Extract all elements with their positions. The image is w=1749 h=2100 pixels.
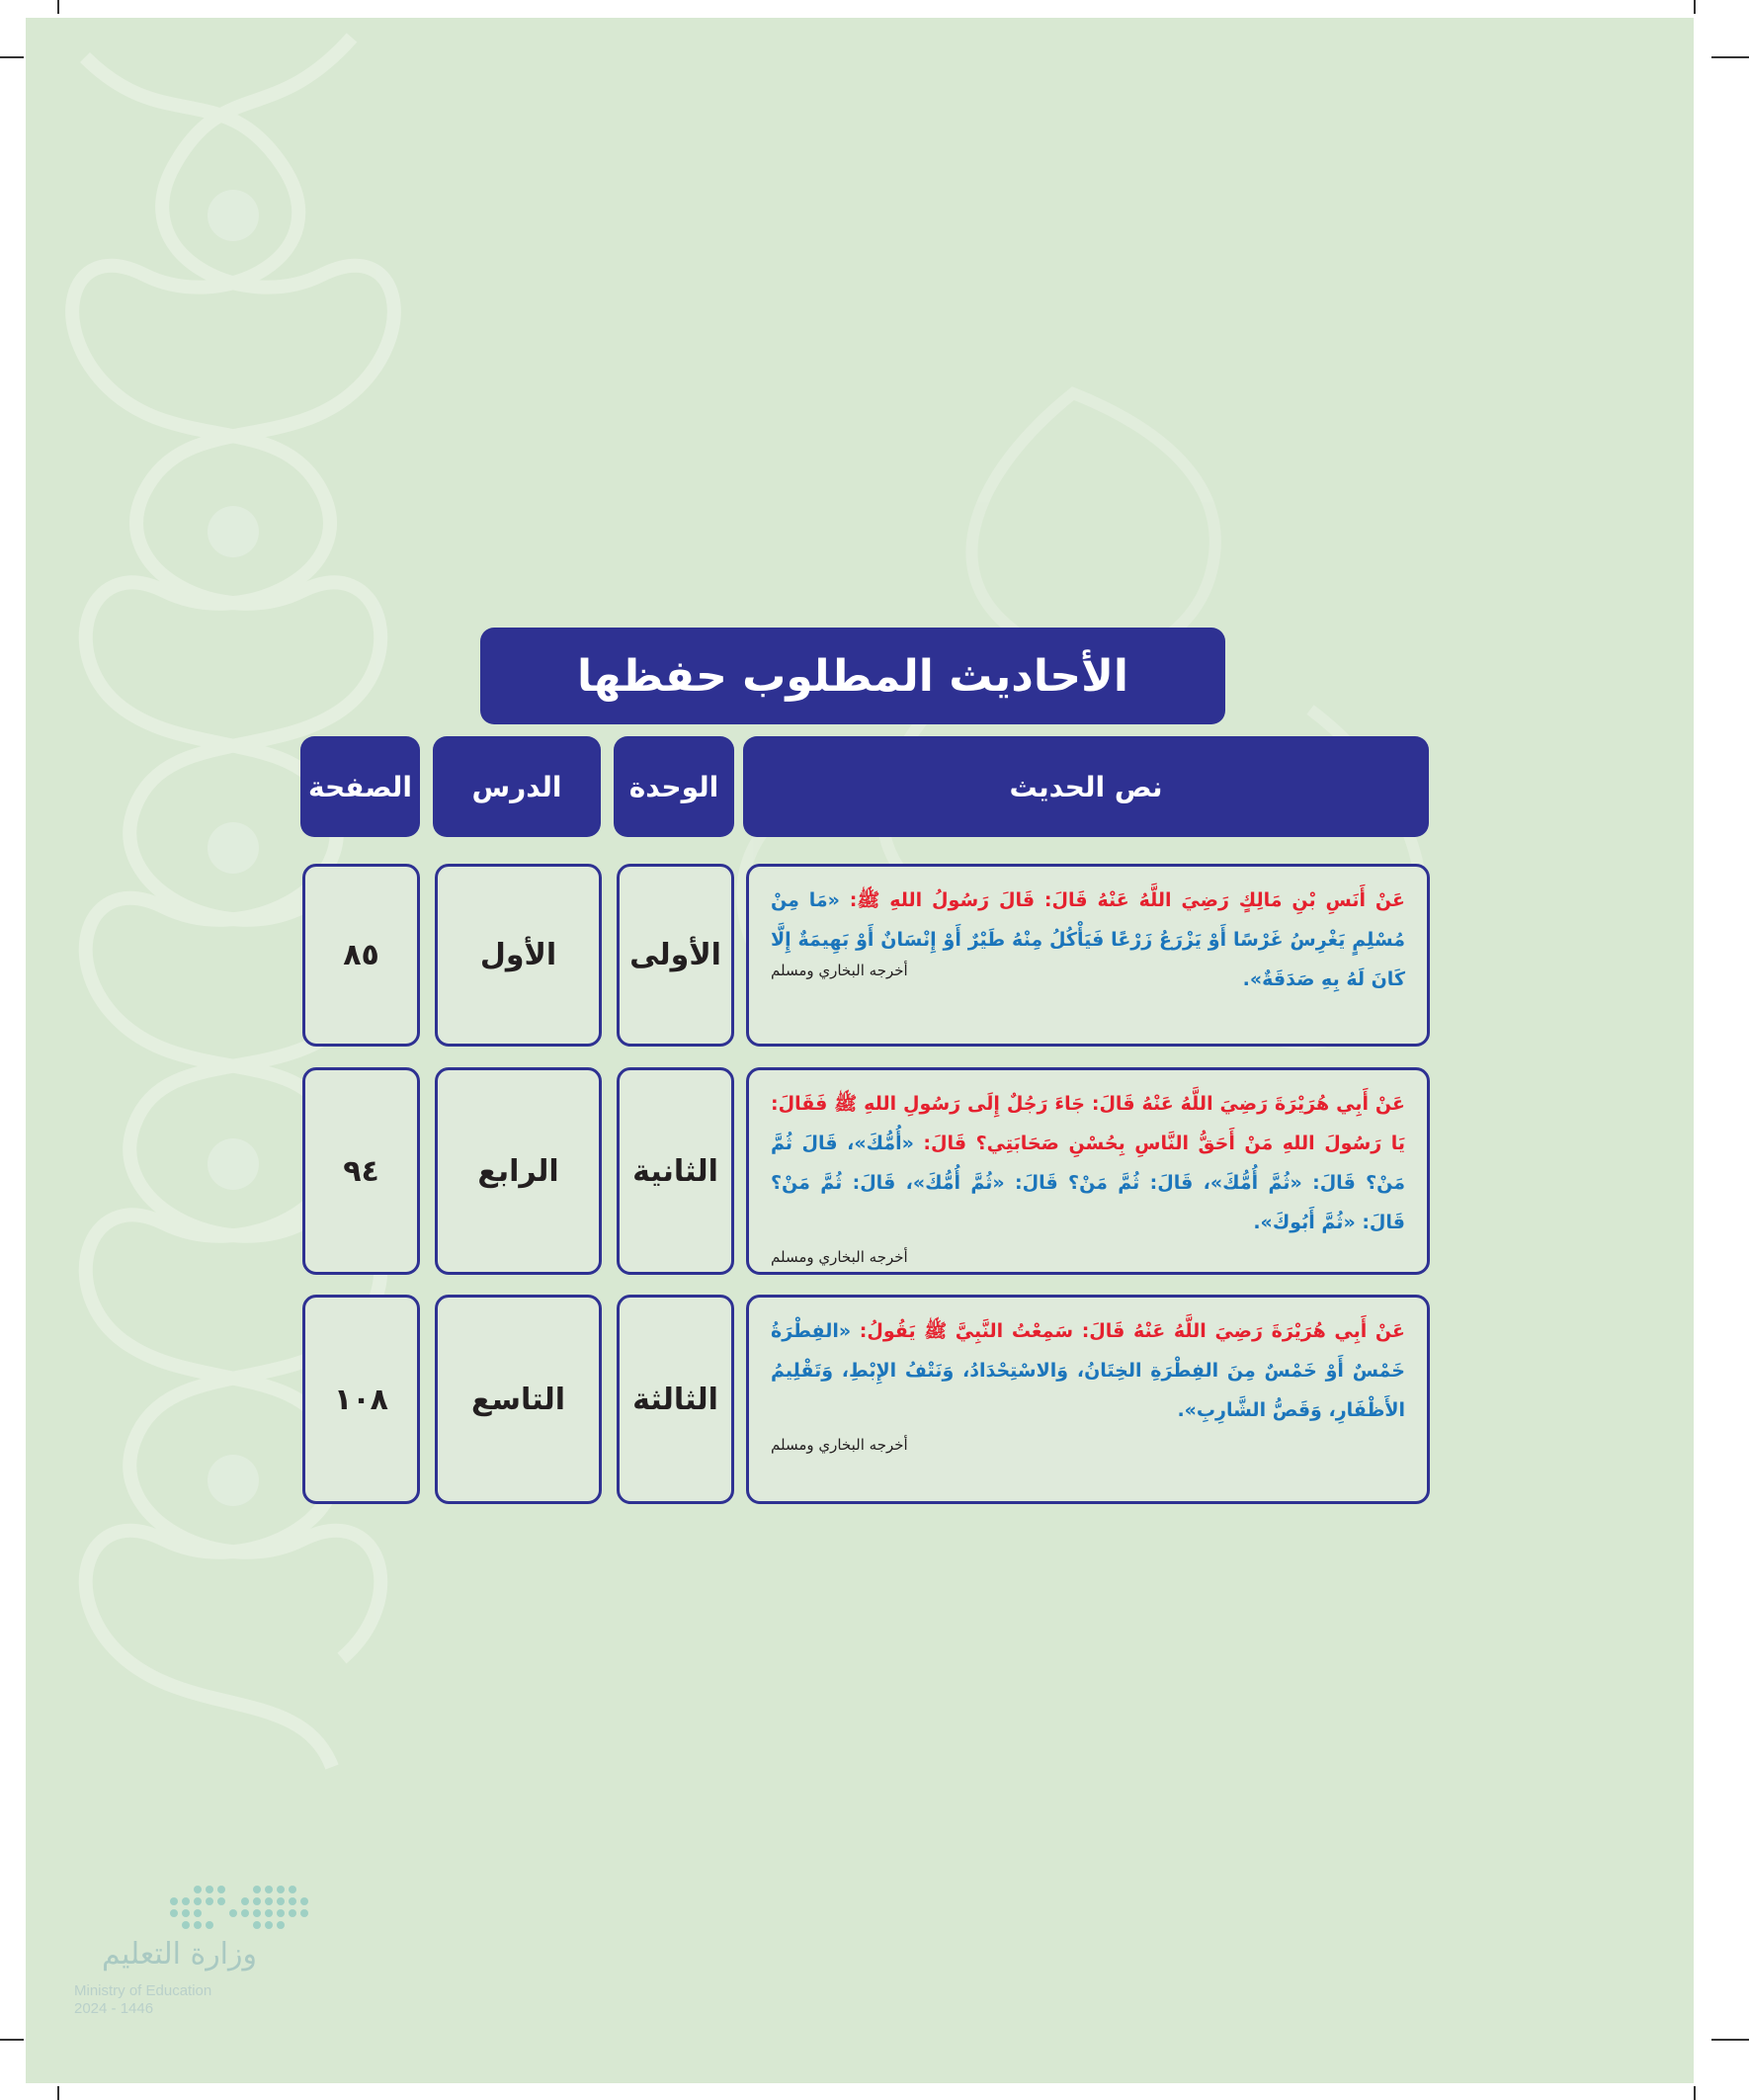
lesson-cell: الأول [435,864,602,1047]
lesson-cell: التاسع [435,1295,602,1504]
crop-mark [57,2086,59,2100]
hadith-cell [746,1295,1430,1504]
hadith-source: أخرجه البخاري ومسلم [771,962,908,979]
lesson-cell: الرابع [435,1067,602,1275]
page-cell: ١٠٨ [302,1295,420,1504]
crop-mark [1711,56,1749,58]
crop-mark [1694,2086,1696,2100]
hadith-source: أخرجه البخاري ومسلم [771,1436,908,1454]
page-cell: ٩٤ [302,1067,420,1275]
hadith-intro: عَنْ أَنَسِ بْنِ مَالِكٍ رَضِيَ اللَّهُ عَنْهُ قَالَ: قَالَ رَسُولُ اللهِ ﷺ: [839,889,1405,911]
header-lesson: الدرس [433,736,601,837]
page [26,18,1694,2083]
hadith-text: «أُمُّكَ»، قَالَ ثُمَّ مَنْ؟ قَالَ: «ثُمَّ أُمُّكَ»، قَالَ: ثُمَّ مَنْ؟ قَالَ: «ثُمَّ أُمُّكَ»، قَالَ: ثُمَّ مَنْ؟ قَالَ: «ثُمَّ أَبُوكَ». [771,1133,1405,1233]
header-unit: الوحدة [614,736,734,837]
hadith-source: أخرجه البخاري ومسلم [771,1248,908,1266]
crop-mark [0,2039,24,2041]
ornament-background [26,18,1694,2083]
hadith-text: «الفِطْرَةُ خَمْسٌ أَوْ خَمْسٌ مِنَ الفِطْرَةِ الخِتَانُ، وَالاسْتِحْدَادُ، وَنَتْفُ الإِبْطِ، وَتَقْلِيمُ الأَظْفَارِ، وَقَصُّ الشَّارِبِ». [771,1320,1405,1421]
crop-mark [0,56,24,58]
unit-cell: الثالثة [617,1295,734,1504]
ministry-logo-icon [99,1885,326,1934]
crop-mark [57,0,59,14]
header-text: نص الحديث [743,736,1429,837]
unit-cell: الثانية [617,1067,734,1275]
page-cell: ٨٥ [302,864,420,1047]
crop-mark [1711,2039,1749,2041]
crop-mark [1694,0,1696,14]
hadith-intro: عَنْ أَبِي هُرَيْرَةَ رَضِيَ اللَّهُ عَنْهُ قَالَ: سَمِعْتُ النَّبِيَّ ﷺ يَقُولُ: [851,1320,1405,1342]
header-page: الصفحة [300,736,420,837]
edition-year: 2024 - 1446 [74,2000,154,2017]
hadith-intro: عَنْ أَبِي هُرَيْرَةَ رَضِيَ اللَّهُ عَنْهُ قَالَ: جَاءَ رَجُلٌ إِلَى رَسُولِ اللهِ ﷺ فَقَالَ: يَا رَسُولَ اللهِ مَنْ أَحَقُّ النَّاسِ بِحُسْنِ صَحَابَتِي؟ قَالَ: [771,1093,1406,1154]
hadith-text: «مَا مِنْ مُسْلِمٍ يَغْرِسُ غَرْسًا أَوْ يَزْرَعُ زَرْعًا فَيَأْكُلُ مِنْهُ طَيْرٌ أَوْ إِنْسَانٌ أَوْ بَهِيمَةٌ إِلَّا كَانَ لَهُ بِهِ صَدَقَةٌ». [771,889,1405,990]
ministry-name-ar: وزارة التعليم [101,1937,257,1972]
hadith-cell [746,864,1430,1047]
ministry-name-en: Ministry of Education [74,1982,212,1999]
unit-cell: الأولى [617,864,734,1047]
page-title: الأحاديث المطلوب حفظها [480,628,1225,724]
hadith-cell [746,1067,1430,1275]
